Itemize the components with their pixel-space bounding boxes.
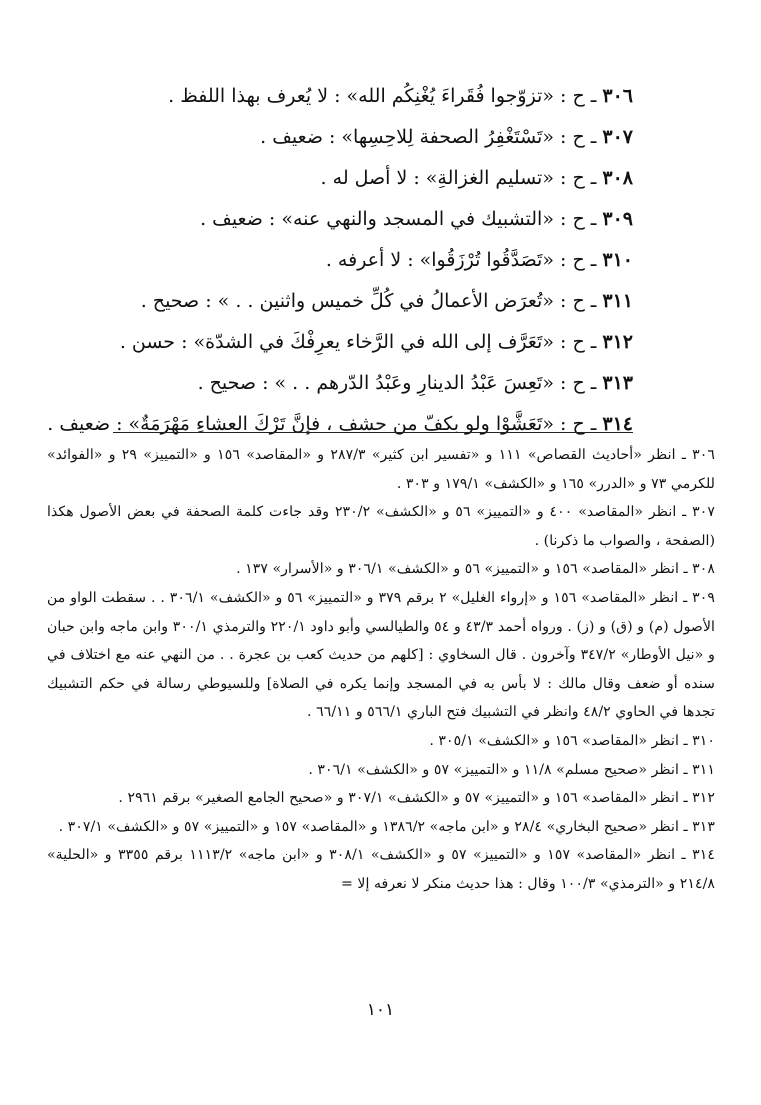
entry-text: ـ ح : «تَصَدَّقُوا تُرْزَقُوا» : لا أعرفه .	[325, 249, 597, 271]
footnote: ٣١١ ـ انظر «صحيح مسلم» ١١/٨ و «التمييز» ٥٧ و «الكشف» ٣٠٦/١ .	[308, 761, 715, 778]
entry-number: ٣٠٦	[602, 85, 633, 107]
footnote: ٣٠٧ ـ انظر «المقاصد» ٤٠٠ و «التمييز» ٥٦ و «الكشف» ٢٣٠/٢ وقد جاءت كلمة الصحفة في بعض الأصول هكذا (الصفحة ، والصواب ما ذكرنا) .	[47, 504, 715, 549]
footnote: ٣٠٩ ـ انظر «المقاصد» ١٥٦ و «إرواء الغليل» ٢ برقم ٣٧٩ و «التمييز» ٥٦ و «الكشف» ٣٠٦/١ . . سقطت الواو من الأصول (م) و (ق) و (ز) . ورواه أحمد ٤٣/٣ و ٥٤ والطيالسي وأبو داود ٢٢٠/١ والترمذي ٣٠٠/١ وابن ماجه وابن حبان و «نيل الأوطار» ٣٤٧/٢ وآخرون . قال السخاوي : [كلهم من حديث كعب بن عجرة . . من النهي عنه مع اختلاف في سنده أو ضعف وقال مالك : لا بأس به في المسجد وإنما يكره في الصلاة] وللسيوطي رسالة في حكم التشبيك تجدها في الحاوي ٤٨/٢ وانظر في التشبيك فتح الباري ٥٦٦/١ و ٦٦/١١ .	[47, 589, 716, 721]
entry-text: ـ ح : «تَسْتَغْفِرُ الصحفة لِلاحِسِها» : ضعيف .	[260, 126, 597, 148]
hadith-entry	[113, 281, 633, 322]
entry-text: ـ ح : «تَعَرَّف إلى الله في الرَّخاء يعرِفْكَ في الشدّة» : حسن .	[119, 331, 597, 353]
entry-text: ـ ح : «تُعرَض الأعمالُ في كُلِّ خميس واثنين . . » : صحيح .	[140, 290, 597, 312]
hadith-entry	[113, 199, 633, 240]
page-number: ١٠١	[366, 1000, 395, 1020]
entry-number: ٣٠٧	[602, 126, 633, 148]
hadith-entry	[47, 404, 633, 445]
footnotes	[47, 441, 715, 899]
footnote: ٣١٣ ـ انظر «صحيح البخاري» ٢٨/٤ و «ابن ماجه» ١٣٨٦/٢ و «المقاصد» ١٥٧ و «التمييز» ٥٧ و «الكشف» ٣٠٧/١ .	[58, 818, 715, 835]
footnote: ٣١٤ ـ انظر «المقاصد» ١٥٧ و «التمييز» ٥٧ و «الكشف» ٣٠٨/١ و «ابن ماجه» ١١١٣/٢ برقم ٣٣٥٥ و «الحلية» ٢١٤/٨ و «الترمذي» ١٠٠/٣ وقال : هذا حديث منكر لا نعرفه إلا =	[47, 847, 715, 892]
hadith-entry	[113, 76, 633, 117]
hadith-entry	[113, 240, 633, 281]
footnote-divider	[113, 432, 633, 433]
hadith-entry	[113, 363, 633, 404]
entry-number: ٣٠٨	[602, 167, 633, 189]
entry-number: ٣١١	[602, 290, 633, 312]
footnote: ٣١٠ ـ انظر «المقاصد» ١٥٦ و «الكشف» ٣٠٥/١ .	[429, 732, 715, 749]
footnote: ٣٠٦ ـ انظر «أحاديث القصاص» ١١١ و «تفسير ابن كثير» ٢٨٧/٣ و «المقاصد» ١٥٦ و «التمييز» ٢٩ و «الفوائد» للكرمي ٧٣ و «الدرر» ١٦٥ و «الكشف» ١٧٩/١ و ٣٠٣ .	[47, 447, 716, 492]
hadith-entry	[113, 117, 633, 158]
entry-number: ٣١٢	[602, 331, 633, 353]
hadith-entries	[47, 76, 633, 445]
entry-number: ٣١٤	[602, 413, 633, 435]
entry-number: ٣١٣	[602, 372, 633, 394]
entry-number: ٣٠٩	[602, 208, 633, 230]
hadith-entry	[113, 322, 633, 363]
entry-text: ـ ح : «تسليم الغزالةِ» : لا أصل له .	[320, 167, 597, 189]
entry-text: ـ ح : «التشبيك في المسجد والنهي عنه» : ضعيف .	[200, 208, 597, 230]
entry-number: ٣١٠	[602, 249, 633, 271]
footnote: ٣٠٨ ـ انظر «المقاصد» ١٥٦ و «التمييز» ٥٦ و «الكشف» ٣٠٦/١ و «الأسرار» ١٣٧ .	[236, 561, 715, 578]
entry-text: ـ ح : «تزوّجوا فُقَراءَ يُغْنِكُم الله» : لا يُعرف بهذا اللفظ .	[168, 85, 597, 107]
hadith-entry	[113, 158, 633, 199]
entry-text: ـ ح : «تَعَشَّوْا ولو بكفّ من حشف ، فإنَّ تَرْكَ العشاءِ مَهْرَمَةٌ» : ضعيف .	[47, 413, 597, 435]
entry-text: ـ ح : «تَعِسَ عَبْدُ الدينارِ وعَبْدُ الدّرهم . . » : صحيح .	[197, 372, 597, 394]
footnote: ٣١٢ ـ انظر «المقاصد» ١٥٦ و «التمييز» ٥٧ و «الكشف» ٣٠٧/١ و «صحيح الجامع الصغير» برقم ٢٩٦١ .	[118, 790, 715, 807]
